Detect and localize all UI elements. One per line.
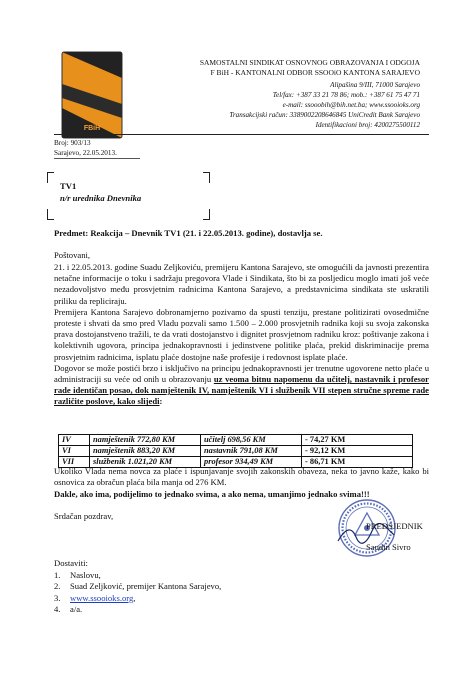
paragraph-4: Ukoliko Vlada nema novca za plaće i ispunjavanje svojih zakonskih obaveza, neka to javno kaže, kako bi osnovica za obračun plaća bila manja od 276 KM. [54,466,429,488]
list-item-number: 4. [54,604,61,615]
address-corner-br [203,209,210,220]
letter-body [54,262,429,408]
closing: Srdačan pozdrav, [54,511,114,521]
table-cell: - 74,27 KM [302,435,413,446]
list-item-text: Suad Zeljković, premijer Kantona Sarajevo, [70,581,222,592]
recipient-attention: n/r urednika Dnevnika [60,193,142,203]
union-logo [56,48,128,144]
list-item-text: Naslovu, [70,570,101,580]
website-link[interactable]: www.ssooioks.org [70,592,134,603]
address-corner-bl [47,209,54,220]
salutation: Poštovani, [54,250,91,260]
address-corner-tl [47,172,54,183]
list-item [54,604,354,615]
letterhead-contact [150,80,420,130]
meta-box-divider [54,158,140,159]
logo-label: FBiH [83,125,101,132]
table-cell: nastavnik 791,08 KM [201,446,302,457]
table-row [59,435,413,446]
table-cell: službenik 1.021,20 KM [90,457,201,468]
header-divider [54,134,429,135]
subject-line: Predmet: Reakcija – Dnevnik TV1 (21. i 22.05.2013. godine), dostavlja se. [54,228,323,238]
id-number-line: Identifikacioni broj: 4200275500112 [315,121,420,129]
table-cell: VII [59,457,90,468]
salary-comparison-table [58,434,413,468]
list-item-number: 1. [54,570,61,580]
paragraph-3 [54,363,429,408]
list-item [54,581,354,592]
contact-line: e-mail: ssooobih@bih.net.ba; www.ssooioks.org [282,101,420,109]
document-date: Sarajevo, 22.05.2013. [54,149,117,157]
table-cell: - 86,71 KM [302,457,413,468]
org-line-2: F BiH - KANTONALNI ODBOR SSOOiO KANTONA SARAJEVO [210,68,420,77]
document-number: Broj: 903/13 [54,139,91,147]
paragraph-3-emphasis: uz veoma bitnu napomenu da učitelj, nastavnik i profesor rade identičan posao, dok namještenik IV, namještenik VI i službenik VII stepen stručne spreme rade različite poslove, kako slijedi [54,374,429,407]
table-cell: VI [59,446,90,457]
letterhead-org [120,58,420,78]
address-corner-tr [203,172,210,183]
distribution-heading: Dostaviti: [54,558,88,568]
address-line: Alipašina 9/III, 71000 Sarajevo [330,81,420,89]
paragraph-2: Premijera Kantona Sarajevo dobronamjerno pozivamo da spusti tenziju, prestane politizirati ovosedmične proteste i shvati da smo pred Vladu pozvali samo 1.500 – 2.000 prosvjetnih radnika koji su svoja zakonska prava dostojanstveno tražili, te da vrati dostojanstvo i dignitet prosvjetnom radniku kroz: poštivanje zakona i kolektivnih ugovora, principa jednakopravnosti i jedinstvene politike plaća, prekid diskriminacije prema prosvjetnim radnicima, isplatu plaće dostojne naše profesije i redovnost isplate plaće. [54,306,429,362]
list-item-suffix: , [133,592,136,603]
list-item [54,570,354,581]
list-item-text: a/a. [70,604,83,615]
list-item-number: 2. [54,581,61,592]
list-item [54,593,354,604]
recipient-name: TV1 [60,181,77,191]
distribution-list [54,570,354,616]
paragraph-3-text: Dogovor se može postići brzo i isključivo na principu jednakopravnosti jer trenutne ugovorene netto plaće u administraciji su veće od onih u obrazovanju [54,362,429,385]
table-row [59,446,413,457]
paragraph-3-colon: : [159,396,163,407]
list-item-number: 3. [54,592,61,603]
account-line: Transakcijski račun: 3389002208646845 UniCredit Bank Sarajevo [229,111,420,119]
paragraph-1: 21. i 22.05.2013. godine Suadu Zeljkoviću, premijeru Kantona Sarajevo, ste omogućili da javnosti prezentira netačne informacije o toku i sadržaju pregovora Vlade i Sindikata, što bi za posljedicu moglo imati još veće nezadovoljstvo među prosvjetnim radnicima Kantona Sarajevo, a predstavnicima sindikata ste uskratili priliku da repliciraju. [54,262,429,306]
signature-name: Saudin Sivro [366,542,411,552]
table-cell: namještenik 883,20 KM [90,446,201,457]
union-logo-icon [56,48,128,144]
table-cell: učitelj 698,56 KM [201,435,302,446]
org-line-1: SAMOSTALNI SINDIKAT OSNOVNOG OBRAZOVANJA I ODGOJA [199,58,420,67]
signature-title: PREDSJEDNIK [366,521,423,531]
table-cell: namještenik 772,80 KM [90,435,201,446]
table-cell: profesor 934,49 KM [201,457,302,468]
paragraph-5: Dakle, ako ima, podijelimo to jednako svima, a ako nema, umanjimo jednako svima!!! [54,489,370,499]
table-cell: IV [59,435,90,446]
phones-line: Tel/fax: +387 33 21 78 86; mob.: +387 61 75 47 71 [272,91,420,99]
table-cell: - 92,12 KM [302,446,413,457]
